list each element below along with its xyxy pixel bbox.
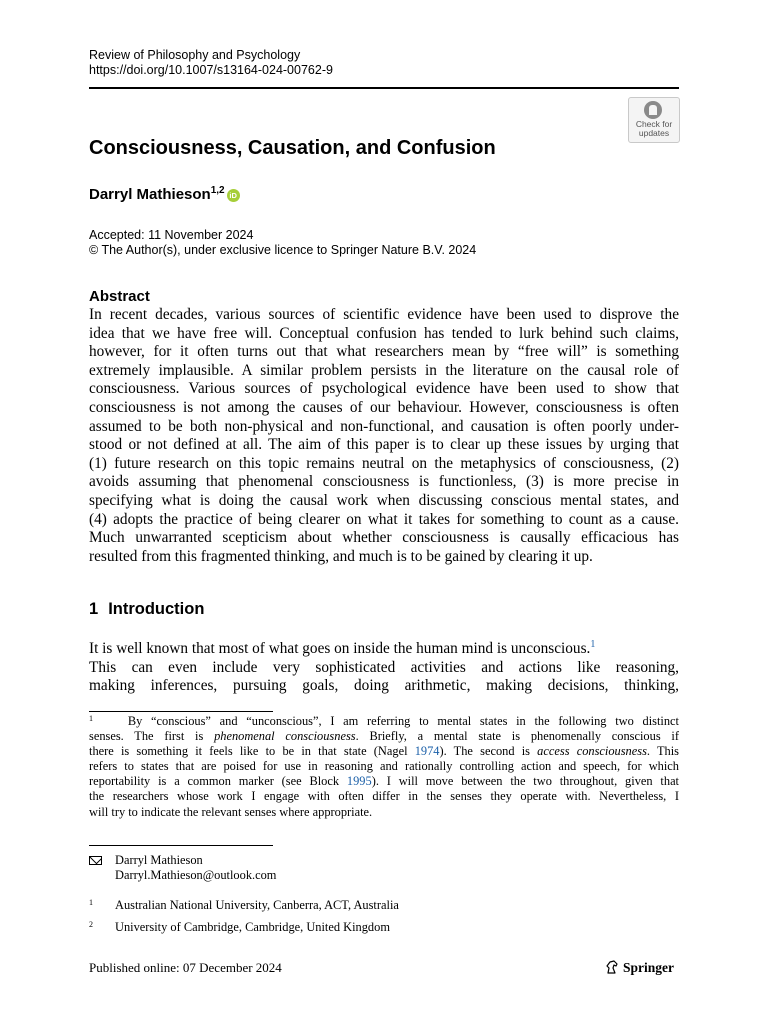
footnote-text: . This (646, 744, 679, 759)
footnote-line: will try to indicate the relevant senses where appropriate. (89, 804, 373, 819)
orcid-icon[interactable]: iD (227, 189, 240, 202)
published-date: Published online: 07 December 2024 (89, 960, 282, 975)
footnote-line (89, 774, 679, 789)
abstract-body (89, 306, 679, 566)
accepted-date: Accepted: 11 November 2024 (89, 228, 254, 242)
section-number: 1 (89, 600, 99, 618)
abstract-line: assumed to be both non-physical and non-functional, and causation is often poorly under- (89, 417, 679, 435)
abstract-line: In recent decades, various sources of scientific evidence have been used to disprove the (89, 306, 679, 323)
abstract-line: extremely implausible. A similar problem persists in the literature on the causal role of (89, 361, 679, 379)
paper-title: Consciousness, Causation, and Confusion (89, 137, 496, 159)
footnote-line (89, 729, 679, 744)
check-updates-text-2: updates (638, 128, 670, 138)
correspondence-email[interactable]: Darryl.Mathieson@outlook.com (115, 868, 277, 882)
citation-link[interactable]: 1974 (414, 744, 440, 759)
footnote-line: refers to states that are poised for use in reasoning and rationally controlling action and speech, for which (89, 759, 679, 774)
abstract-line: Much unwarranted scepticism about whether consciousness is causally efficacious has (89, 529, 679, 547)
copyright-notice: © The Author(s), under exclusive licence to Springer Nature B.V. 2024 (89, 243, 477, 257)
affiliation-rule (89, 845, 273, 846)
section-title: Introduction (108, 600, 205, 618)
author-name[interactable]: Darryl Mathieson (89, 186, 211, 203)
footnote-emphasis: phenomenal consciousness (214, 729, 356, 744)
affiliation-text: Australian National University, Canberra, ACT, Australia (115, 898, 399, 912)
footnote-emphasis: access consciousness (537, 744, 647, 759)
affiliation-number: 2 (89, 920, 93, 929)
footnote-text: reportability is a common marker (see Block (89, 774, 347, 789)
publisher-name: Springer (623, 960, 675, 975)
correspondence (89, 853, 389, 885)
check-for-updates-badge[interactable] (628, 97, 680, 143)
abstract-line: consciousness is not among the causes of our behaviour. However, consciousness is often (89, 398, 679, 416)
intro-body (89, 640, 679, 696)
footnote-rule (89, 711, 273, 712)
citation-link[interactable]: 1995 (346, 774, 372, 789)
footnote-text: ). I will move between the two throughout, given that (371, 774, 680, 789)
abstract-heading: Abstract (89, 288, 150, 305)
abstract-line: consciousness. Various sources of psychological evidence have been used to show that (89, 380, 679, 398)
affiliation-number: 1 (89, 898, 93, 907)
abstract-line: resulted from this fragmented thinking, and much is to be gained by clearing it up. (89, 547, 593, 565)
journal-name: Review of Philosophy and Psychology (89, 48, 301, 62)
affiliation-2 (89, 920, 489, 936)
footnote-text: ). The second is (439, 744, 538, 759)
affiliation-1 (89, 898, 489, 914)
springer-horse-icon (605, 960, 619, 974)
header-rule (89, 87, 679, 89)
footnote-line (89, 714, 679, 729)
journal-header (89, 48, 333, 78)
correspondence-name: Darryl Mathieson (115, 853, 203, 867)
abstract-line: (4) adopts the practice of being clearer on what it takes for something to count as a cause. (89, 510, 679, 528)
intro-line: This can even include very sophisticated activities and actions like reasoning, (89, 658, 679, 676)
abstract-line: however, for it often turns out that what researchers mean by “free will” is something (89, 343, 679, 361)
footnote-text: . Briefly, a mental state is phenomenally conscious if (355, 729, 679, 744)
author-affiliation-marks: 1,2 (210, 185, 225, 196)
doi-link[interactable]: https://doi.org/10.1007/s13164-024-00762-9 (89, 63, 333, 77)
intro-line (89, 640, 679, 659)
abstract-line: stood or not defined at all. The aim of this paper is to clear up these issues by urging that (89, 436, 679, 454)
abstract-line: avoids assuming that phenomenal consciousness is functionless, (3) is more precise in (89, 473, 679, 491)
abstract-line: (1) future research on this topic remains neutral on the metaphysics of consciousness, (2) (89, 454, 679, 472)
article-meta (89, 228, 476, 258)
abstract-line: specifying what is doing the causal work when discussing conscious mental states, and (89, 491, 679, 509)
footnote-text: there is something it feels like to be in that state (Nagel (89, 744, 415, 759)
abstract-line: idea that we have free will. Conceptual confusion has tended to lurk behind such claims, (89, 324, 679, 342)
footnote-text: senses. The first is (89, 729, 215, 744)
footnote-line (89, 744, 679, 759)
check-updates-text-1: Check for (635, 119, 673, 129)
footnote (89, 714, 679, 820)
author-line (89, 185, 240, 203)
publisher-logo (605, 960, 674, 976)
intro-line-text: It is well known that most of what goes on inside the human mind is unconscious. (89, 640, 591, 657)
footnote-line: the researchers whose work I engage with often differ in the senses they operate with. Nevertheless, I (89, 789, 679, 804)
envelope-icon (89, 856, 102, 865)
affiliation-text: University of Cambridge, Cambridge, United Kingdom (115, 920, 390, 934)
footnote-text: By “conscious” and “unconscious”, I am referring to mental states in the following two distinct (127, 714, 679, 728)
bookmark-icon (644, 101, 662, 119)
intro-line: making inferences, pursuing goals, doing arithmetic, making decisions, thinking, (89, 677, 679, 695)
footnote-link[interactable]: 1 (590, 639, 596, 650)
section-heading (89, 600, 204, 619)
footnote-number: 1 (89, 714, 93, 723)
